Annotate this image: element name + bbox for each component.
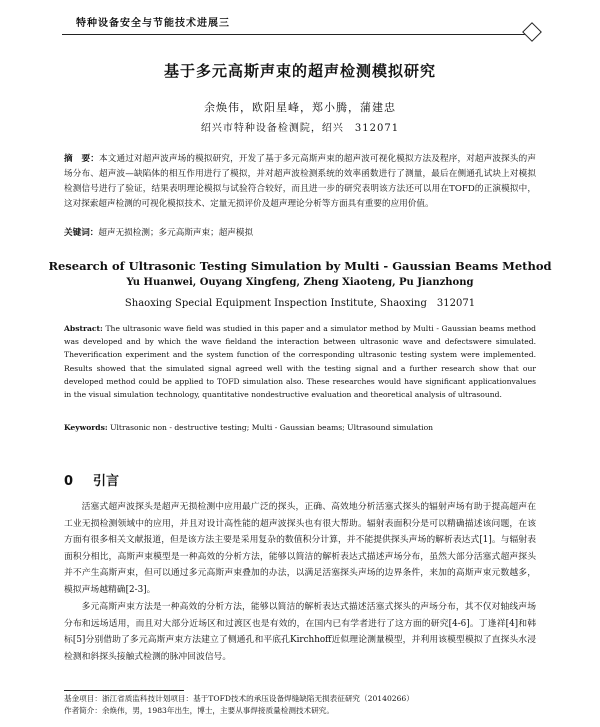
section-heading	[64, 470, 119, 489]
section-title: 引言	[93, 474, 120, 489]
footnote-author: 作者简介：余焕伟，男，1983年出生，博士，主要从事焊接质量检测技术研究。	[64, 706, 334, 715]
keywords-cn-text: 超声无损检测；多元高斯声束；超声模拟	[98, 228, 254, 238]
paper-title-en: Research of Ultrasonic Testing Simulation by Multi - Gaussian Beams Method	[48, 259, 552, 273]
affiliation-cn: 绍兴市特种设备检测院，绍兴 312071	[200, 123, 400, 134]
keywords-en-label: Keywords:	[64, 423, 108, 432]
body-paragraph: 多元高斯声束方法是一种高效的分析方法，能够以简洁的解析表达式描述活塞式探头的声场分布，其不仅对轴线声场分布和远场适用，而且对大部分近场区和过渡区也是有效的，在国内已有学者进行了这方面的研究[4-6]。丁逢祥[4]和韩标[5]分别借助了多元高斯声束方法建立了侧通孔和平底孔Kirchhoff近似理论测量模型，并利用该模型模拟了直探头水浸检测和斜探头接触式检测的脉冲回波信号。	[64, 602, 536, 662]
keywords-cn-label: 关键词：	[64, 228, 99, 238]
abstract-en-text: The ultrasonic wave field was studied in this paper and a simulator method by Multi - Gaussian beams method was developed and by which the wave fieldand the interaction between ultrasonic wave and defectswere simulated. Theverification experiment and the system function of the corresponding ultrasonic testing system were implemented. Results showed that the simulated signal agreed well with the testing signal and a further research show that our developed method could be applied to TOFD simulation also. These researches would have significant applicationvalues in the visual simulation technology, quantitative nondestructive evaluation and theoretical analysis of ultrasound.	[64, 324, 536, 400]
affiliation-en: Shaoxing Special Equipment Inspection Institute, Shaoxing 312071	[124, 298, 476, 309]
abstract-cn-text: 本文通过对超声波声场的模拟研究，开发了基于多元高斯声束的超声波可视化模拟方法及程序，对超声波探头的声场分布、超声波—缺陷体的相互作用进行了模拟，并对超声波检测系统的效率函数进行了测量，最后在侧通孔试块上对模拟检测信号进行了验证，结果表明理论模拟与试验符合较好，而且进一步的研究表明该方法还可以用在TOFD的正演模拟中，这对探索超声检测的可视化模拟技术、定量无损评价及超声理论分析等方面具有重要的应用价值。	[64, 154, 536, 209]
abstract-cn-label: 摘 要：	[64, 154, 99, 164]
keywords-en-text: Ultrasonic non - destructive testing; Multi - Gaussian beams; Ultrasound simulation	[107, 423, 434, 432]
authors-en: Yu Huanwei, Ouyang Xingfeng, Zheng Xiaoteng, Pu Jianzhong	[126, 277, 474, 288]
authors-cn: 余焕伟，欧阳星峰，郑小腾，蒲建忠	[204, 101, 396, 114]
footnote-fund: 基金项目：浙江省质监科技计划项目：基于TOFD技术的承压设备焊缝缺陷无损表征研究（20140266）	[64, 694, 414, 703]
body-paragraph: 活塞式超声波探头是超声无损检测中应用最广泛的探头，正确、高效地分析活塞式探头的辐射声场有助于提高超声在工业无损检测领域中的应用，并且对设计高性能的超声波探头也有很大帮助。辐射表面积分是可以精确描述该问题，在该方面有很多相关文献报道，但是该方法主要是采用复杂的数值积分计算，并不能提供探头声场的解析表达式[1]。与辐射表面积分相比，高斯声束模型是一种高效的分析方法，能够以简洁的解析表达式描述声场分布，虽然大部分活塞式超声探头并不产生高斯声束，但可以通过多元高斯声束叠加的办法，以满足活塞探头声场的边界条件，来加的高斯声束元数越多，模拟声场越精确[2-3]。	[64, 502, 536, 595]
paper-title: 基于多元高斯声束的超声检测模拟研究	[163, 62, 436, 80]
body-text	[64, 499, 536, 666]
abstract-en	[64, 322, 536, 401]
keywords-cn	[64, 226, 536, 238]
footnotes	[64, 693, 536, 717]
abstract-cn	[64, 152, 536, 212]
section-number: 0	[64, 474, 74, 489]
running-header	[62, 12, 532, 35]
abstract-en-label: Abstract:	[64, 324, 103, 333]
footnote-rule	[64, 690, 184, 691]
journal-header-text: 特种设备安全与节能技术进展三	[76, 18, 230, 29]
keywords-en	[64, 423, 536, 432]
